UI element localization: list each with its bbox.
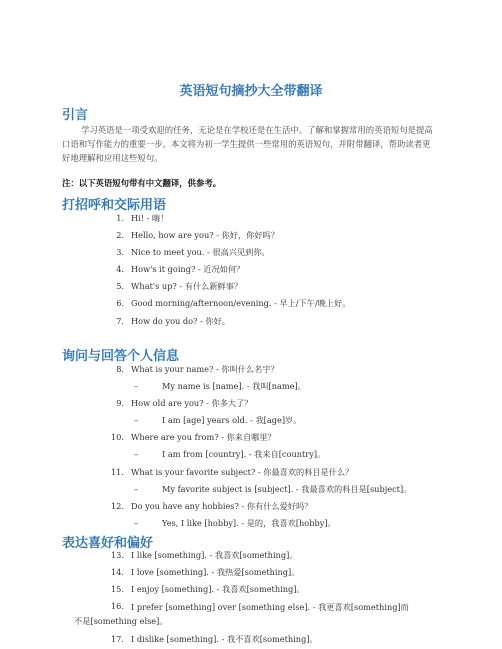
item-text: Do you have any hobbies? - 你有什么爱好吗？ <box>131 500 313 511</box>
item-number: 12. <box>110 500 124 511</box>
item-number: 3. <box>116 247 124 258</box>
list-subitem <box>0 378 502 395</box>
item-text: What is your name? - 你叫什么名字？ <box>131 364 279 374</box>
item-number: 1. <box>116 213 124 223</box>
item-text: How old are you? - 你多大了？ <box>131 398 253 409</box>
answer-text: I am [age] years old. - 我[age]岁。 <box>162 415 302 426</box>
item-number: 6. <box>116 298 124 309</box>
greetings-list <box>0 210 502 330</box>
item-number: 17. <box>110 634 124 645</box>
list-item <box>0 261 502 278</box>
list-item <box>0 395 502 412</box>
answer-text: Yes, I like [hobby]. - 是的，我喜欢[hobby]。 <box>162 517 336 528</box>
section-heading-preferences: 表达喜好和偏好 <box>62 536 154 551</box>
list-item <box>0 631 502 648</box>
item-number: 15. <box>110 584 124 595</box>
item-text: How's it going? - 近况如何？ <box>131 264 245 275</box>
list-item <box>0 464 502 481</box>
answer-text: My name is [name]. - 我叫[name]。 <box>162 381 306 392</box>
item-number: 11. <box>110 466 124 477</box>
item-number: 9. <box>116 398 124 409</box>
list-item <box>0 227 502 244</box>
item-number: 16. <box>110 601 124 612</box>
note-text: 注：以下英语短句带有中文翻译，供参考。 <box>62 178 222 188</box>
list-subitem <box>0 412 502 429</box>
list-item <box>0 598 502 631</box>
personal-info-list <box>0 361 502 532</box>
item-text: I love [something]. - 我热爱[something]。 <box>131 567 300 578</box>
preferences-list <box>0 547 502 648</box>
item-number: 10. <box>110 432 124 443</box>
item-number: 2. <box>116 230 124 241</box>
item-text: What is your favorite subject? - 你最喜欢的科目是什么？ <box>131 466 354 477</box>
item-text: Where are you from? - 你来自哪里？ <box>131 432 276 443</box>
item-number: 7. <box>116 315 124 326</box>
answer-marker: – <box>134 517 139 528</box>
list-item <box>0 210 502 227</box>
item-text: Good morning/afternoon/evening. - 早上/下午/晚上好。 <box>131 298 351 309</box>
answer-text: My favorite subject is [subject]. - 我最喜欢的科目是[subject]。 <box>162 483 412 494</box>
list-item <box>0 581 502 598</box>
answer-marker: – <box>134 415 139 426</box>
list-item <box>0 361 502 378</box>
list-subitem <box>0 481 502 498</box>
item-text: Hello, how are you? - 你好，你好吗？ <box>131 230 279 241</box>
list-item <box>0 313 502 330</box>
list-item <box>0 295 502 312</box>
list-item <box>0 278 502 295</box>
document-title: 英语短句摘抄大全带翻译 <box>179 84 323 99</box>
item-text: I dislike [something]. - 我不喜欢[something]。 <box>131 634 318 645</box>
item-number: 8. <box>116 364 124 374</box>
list-item <box>0 564 502 581</box>
item-text: Hi! - 嗨！ <box>131 213 169 223</box>
item-text: I like [something]. - 我喜欢[something]。 <box>131 550 298 560</box>
list-item <box>0 429 502 446</box>
item-text: What's up? - 有什么新鲜事？ <box>131 281 243 292</box>
answer-marker: – <box>134 449 139 460</box>
item-text: I enjoy [something]. - 我喜欢[something]。 <box>131 584 305 595</box>
item-text-continuation: 不是[something else]。 <box>74 616 168 627</box>
item-number: 14. <box>110 567 124 578</box>
intro-heading: 引言 <box>62 108 89 123</box>
section-heading-personal-info: 询问与回答个人信息 <box>62 349 180 364</box>
list-item <box>0 547 502 564</box>
section-heading-greetings: 打招呼和交际用语 <box>62 198 167 213</box>
list-subitem <box>0 446 502 463</box>
answer-marker: – <box>134 483 139 494</box>
answer-text: I am from [country]. - 我来自[country]。 <box>162 449 326 460</box>
item-number: 5. <box>116 281 124 292</box>
item-number: 4. <box>116 264 124 275</box>
item-text: Nice to meet you. - 很高兴见到你。 <box>131 247 270 258</box>
list-subitem <box>0 515 502 532</box>
intro-paragraph: 学习英语是一项受欢迎的任务，无论是在学校还是在生活中。了解和掌握常用的英语短句是提高口语和写作能力的重要一步。本文将为初一学生提供一些常用的英语短句，并附带翻译，帮助读者更好地理解和应用这些短句。 <box>62 125 433 163</box>
item-text: How do you do? - 你好。 <box>131 315 230 326</box>
answer-marker: – <box>134 381 139 392</box>
list-item <box>0 244 502 261</box>
item-number: 13. <box>110 550 124 560</box>
list-item <box>0 498 502 515</box>
item-text: I prefer [something] over [something else]. - 我更喜欢[something]而 <box>131 602 409 613</box>
